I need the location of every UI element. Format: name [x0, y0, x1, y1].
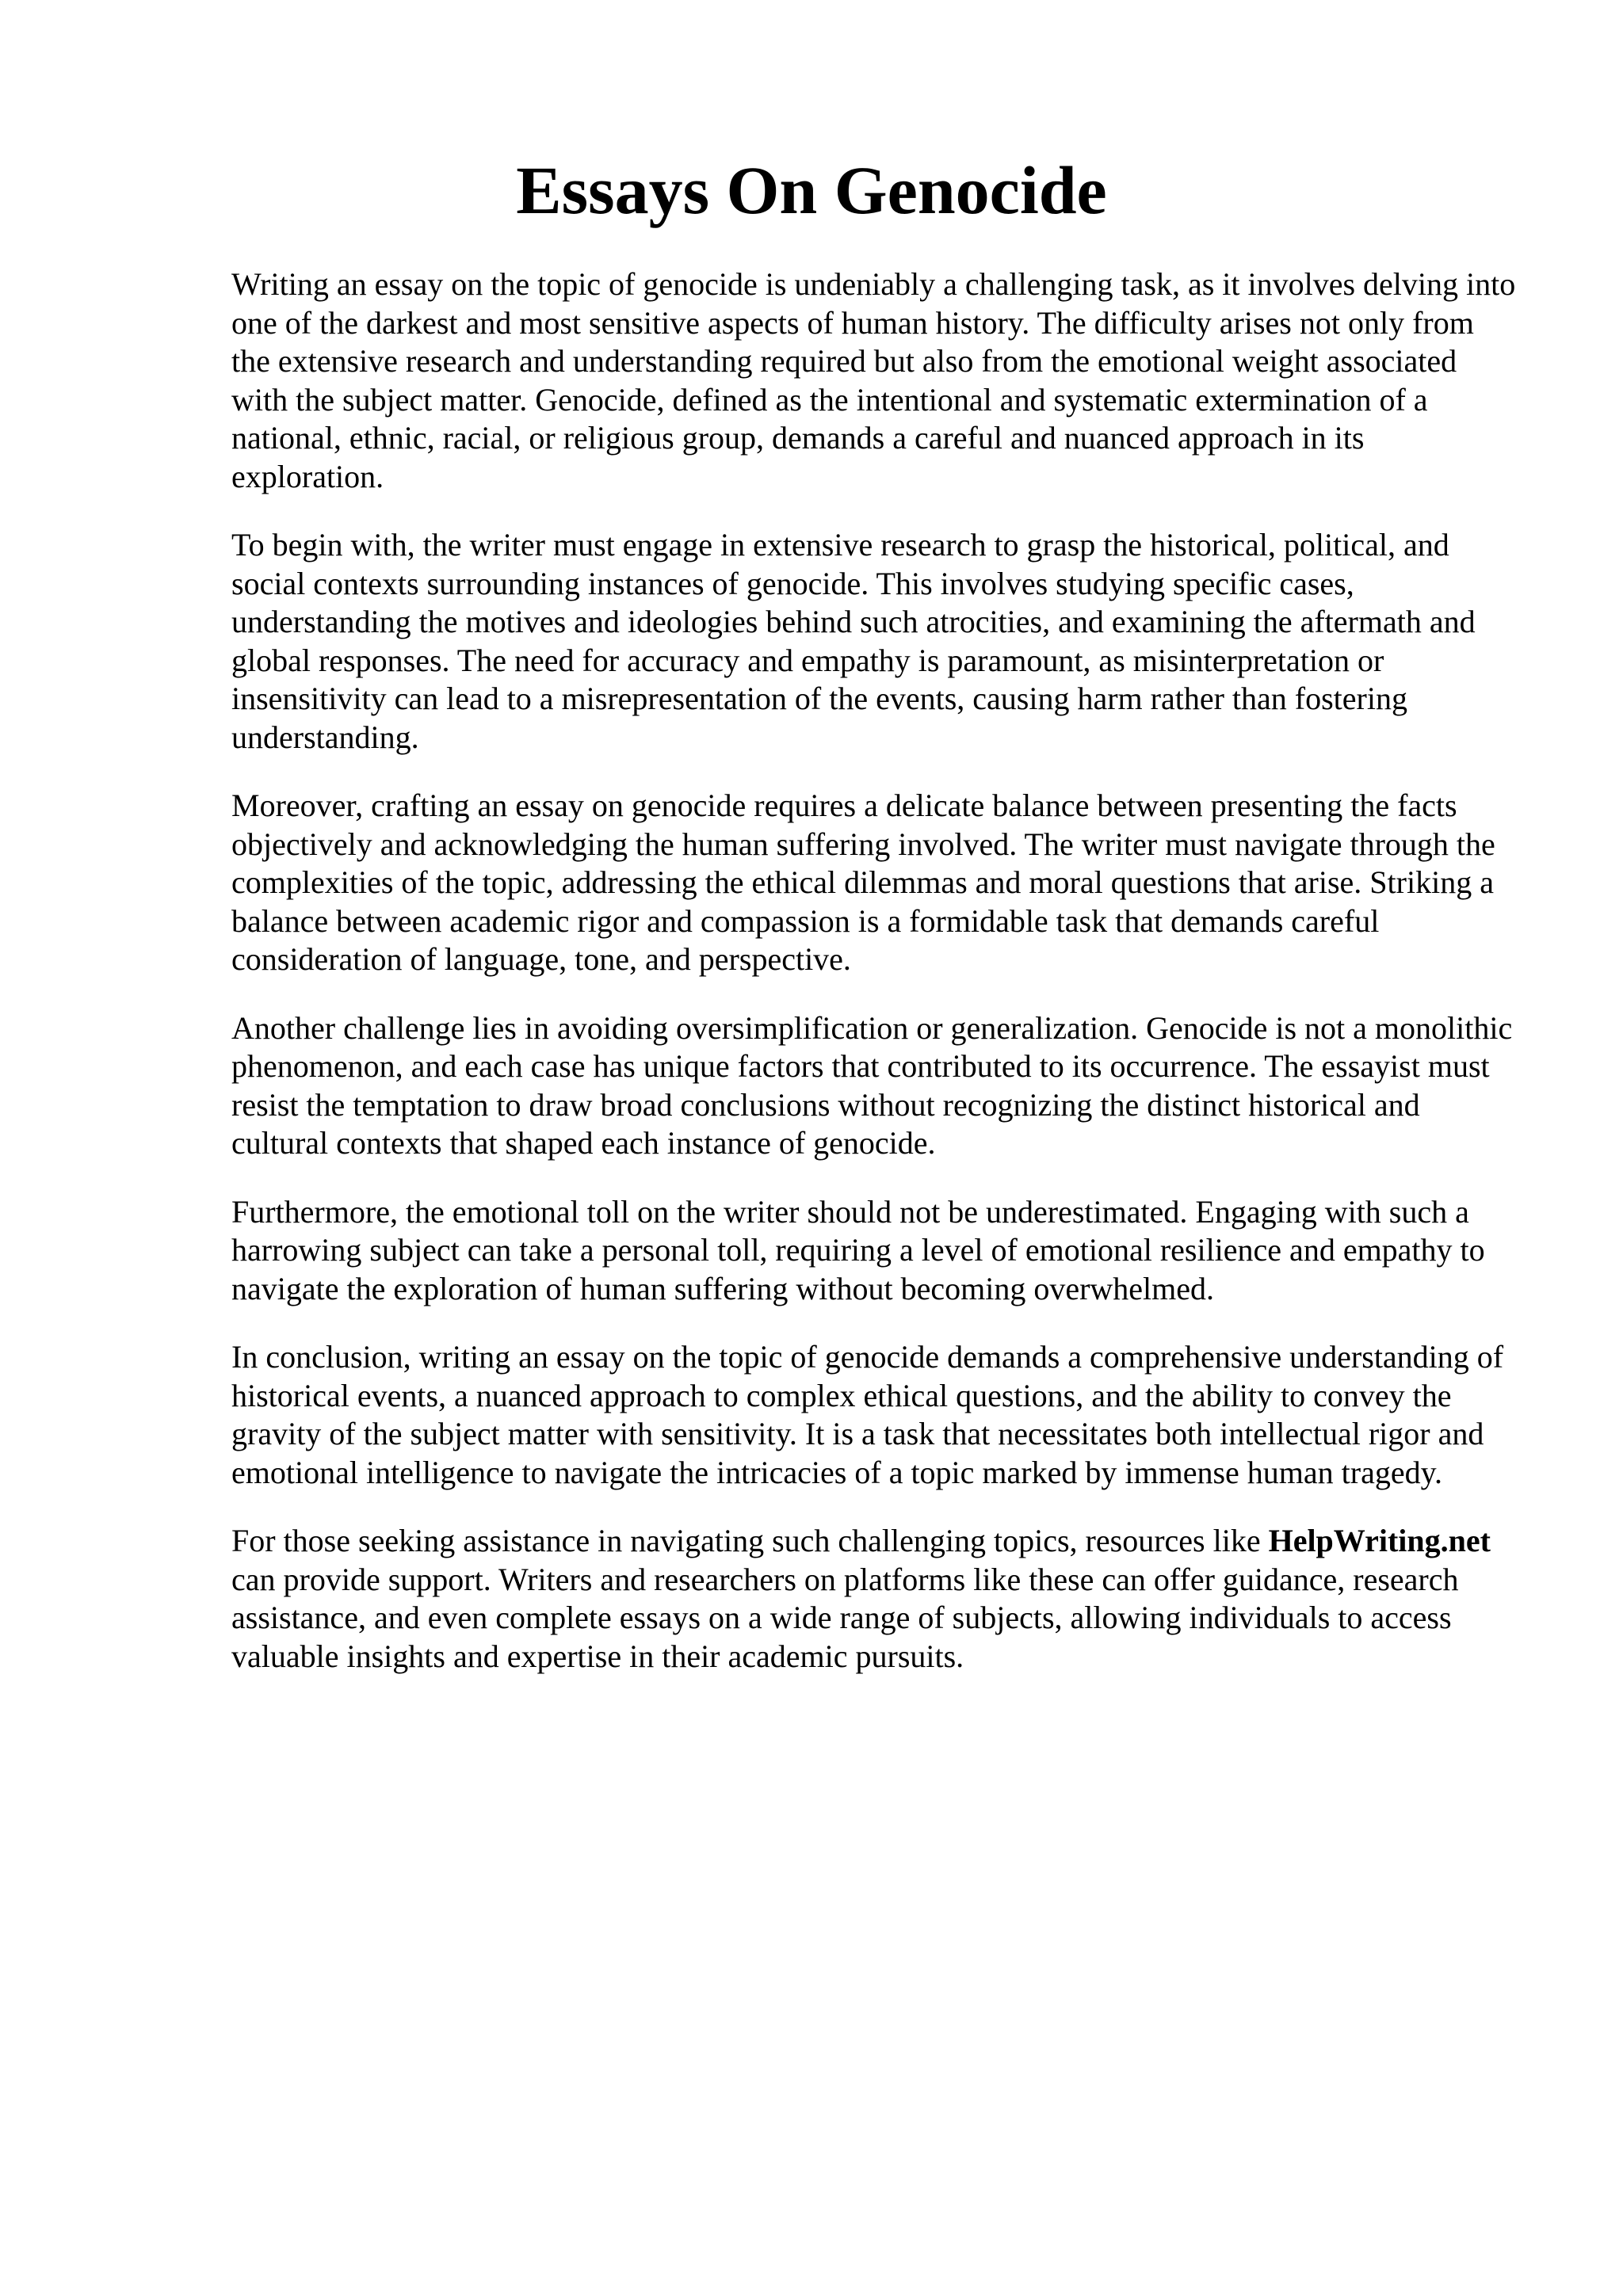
paragraph-intro: Writing an essay on the topic of genocide is undeniably a challenging task, as it involves delving into one of the darkest and most sensitive aspects of human history. The difficulty arises not only from the extensive research and understanding required but also from the emotional weight associated with the subject matter. Genocide, defined as the intentional and systematic extermination of a national, ethnic, racial, or religious group, demands a careful and nuanced approach in its exploration. [231, 266, 1516, 494]
closing-text-after: can provide support. Writers and researchers on platforms like these can offer guidance, research assistance, and even complete essays on a wide range of subjects, allowing individuals to access valuable insights and expertise in their academic pursuits. [231, 1561, 1459, 1674]
paragraph-oversimplification: Another challenge lies in avoiding oversimplification or generalization. Genocide is not a monolithic phenomenon, and each case has unique factors that contributed to its occurrence. The essayist must resist the temptation to draw broad conclusions without recognizing the distinct historical and cultural contexts that shaped each instance of genocide. [231, 1009, 1513, 1161]
essay-body [231, 265, 1519, 1706]
brand-name: HelpWriting.net [1268, 1523, 1491, 1558]
paragraph-balance: Moreover, crafting an essay on genocide requires a delicate balance between presenting the facts objectively and acknowledging the human suffering involved. The writer must navigate through the complexities of the topic, addressing the ethical dilemmas and moral questions that arise. Striking a balance between academic rigor and compassion is a formidable task that demands careful consideration of language, tone, and perspective. [231, 788, 1495, 977]
page-title: Essays On Genocide [516, 152, 1107, 228]
closing-text-before: For those seeking assistance in navigating such challenging topics, resources like [231, 1523, 1269, 1558]
paragraph-emotional-toll: Furthermore, the emotional toll on the writer should not be underestimated. Engaging with such a harrowing subject can take a personal toll, requiring a level of emotional resilience and empathy to navigate the exploration of human suffering without becoming overwhelmed. [231, 1193, 1485, 1306]
paragraph-research: To begin with, the writer must engage in extensive research to grasp the historical, political, and social contexts surrounding instances of genocide. This involves studying specific cases, understanding the motives and ideologies behind such atrocities, and examining the aftermath and global responses. The need for accuracy and empathy is paramount, as misinterpretation or insensitivity can lead to a misrepresentation of the events, causing harm rather than fostering understanding. [231, 527, 1476, 755]
paragraph-conclusion: In conclusion, writing an essay on the topic of genocide demands a comprehensive understanding of historical events, a nuanced approach to complex ethical questions, and the ability to convey the gravity of the subject matter with sensitivity. It is a task that necessitates both intellectual rigor and emotional intelligence to navigate the intricacies of a topic marked by immense human tragedy. [231, 1339, 1504, 1490]
paragraph-closing [231, 1522, 1519, 1676]
